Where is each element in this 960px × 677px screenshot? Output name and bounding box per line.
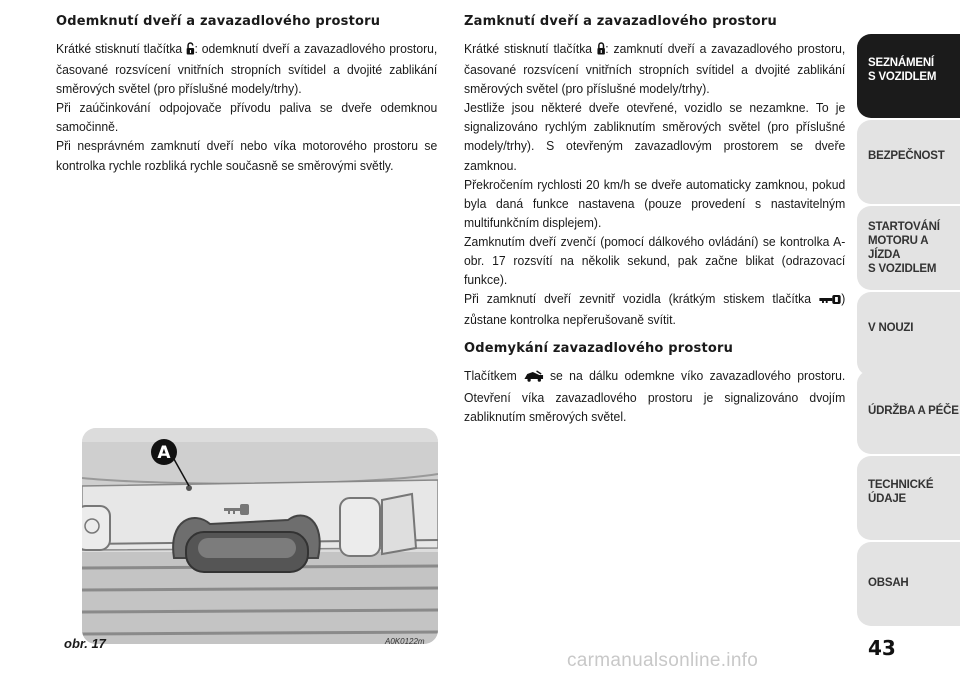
tab-seznameni[interactable] xyxy=(857,34,960,118)
text: Jestliže jsou některé dveře otevřené, vozidlo se nezamkne. To je signalizováno rychlým zabliknutím směrových světel (pro příslušné modely/trhy). S otevřeným zavazadlovým prostorem se dveře zamknou. xyxy=(464,100,846,173)
text: : zamknutí dveří a zavazadlového prostoru, časované rozsvícení vnitřních stropních svítidel a dvojité zablikání směrových světel (pro příslušné modely/trhy). xyxy=(464,41,846,97)
car-trunk-icon xyxy=(523,368,543,387)
tab-label: TECHNICKÉ ÚDAJE xyxy=(868,479,934,505)
tab-label: SEZNÁMENÍ S VOZIDLEM xyxy=(868,57,937,83)
section-title-lock: Zamknutí dveří a zavazadlového prostoru xyxy=(464,14,778,29)
text: Krátké stisknutí tlačítka xyxy=(56,41,183,56)
text: ) zůstane kontrolka nepřerušovaně svítit. xyxy=(464,291,846,328)
left-column xyxy=(56,14,438,175)
lock-padlock-icon xyxy=(597,41,605,60)
text: Zamknutím dveří zvenčí (pomocí dálkového ovládání) se kontrolka A-obr. 17 rozsvítí na několik sekund, pak začne blikat (odrazovací funkce). xyxy=(464,233,846,288)
paragraph xyxy=(464,366,845,425)
key-lock-icon xyxy=(819,291,841,310)
text: Překročením rychlosti 20 km/h se dveře automaticky zamknou, pokud byla daná funkce nastavena (pouze provedení s nastavitelným multifunkčním displejem). xyxy=(464,176,846,230)
tab-label: BEZPEČNOST xyxy=(868,150,945,162)
watermark: carmanualsonline.info xyxy=(567,650,759,671)
chapter-tabs xyxy=(857,0,960,677)
figure-code: A0K0122m xyxy=(385,637,425,646)
text: Při zamknutí dveří zevnitř vozidla (krátkým stiskem tlačítka xyxy=(464,291,812,307)
text: se na dálku odemkne víko zavazadlového prostoru. Otevření víka zavazadlového prostoru je signalizováno dvojím zabliknutím směrových světel. xyxy=(464,368,846,424)
tab-label: STARTOVÁNÍ MOTORU A JÍZDA S VOZIDLEM xyxy=(868,221,940,275)
tab-obsah[interactable] xyxy=(857,542,960,626)
right-column xyxy=(464,14,846,426)
tab-technicke-udaje[interactable] xyxy=(857,456,960,540)
text: Při zaúčinkování odpojovače přívodu paliva se dveře odemknou samočinně. xyxy=(56,100,438,135)
section-title-trunk: Odemykání zavazadlového prostoru xyxy=(464,341,734,357)
unlock-padlock-icon xyxy=(186,41,194,60)
tab-label: V NOUZI xyxy=(868,322,914,334)
tab-startovani[interactable] xyxy=(857,206,960,290)
text: Tlačítkem xyxy=(464,368,517,384)
text: Při nesprávném zamknutí dveří nebo víka motorového prostoru se kontrolka rychle rozbliká rychle současně se směrovými světly. xyxy=(56,138,438,173)
tab-label: OBSAH xyxy=(868,577,909,589)
text: Krátké stisknutí tlačítka xyxy=(464,41,593,56)
tab-label: ÚDRŽBA A PÉČE xyxy=(868,405,959,417)
text: : odemknutí dveří a zavazadlového prostoru, časované rozsvícení vnitřních stropních svítidel a dvojité zablikání směrových světel (pro příslušné modely/trhy). xyxy=(56,41,438,97)
tab-bezpecnost[interactable] xyxy=(857,120,960,204)
callout-label-a: A xyxy=(157,443,171,463)
door-handle-illustration xyxy=(82,428,438,644)
figure-caption: obr. 17 xyxy=(64,636,106,651)
paragraph xyxy=(464,39,845,329)
section-title-unlock: Odemknutí dveří a zavazadlového prostoru xyxy=(56,14,381,29)
paragraph xyxy=(56,39,437,175)
tab-v-nouzi[interactable] xyxy=(857,292,960,376)
page-number: 43 xyxy=(868,636,896,660)
tab-udrzba[interactable] xyxy=(857,370,960,454)
